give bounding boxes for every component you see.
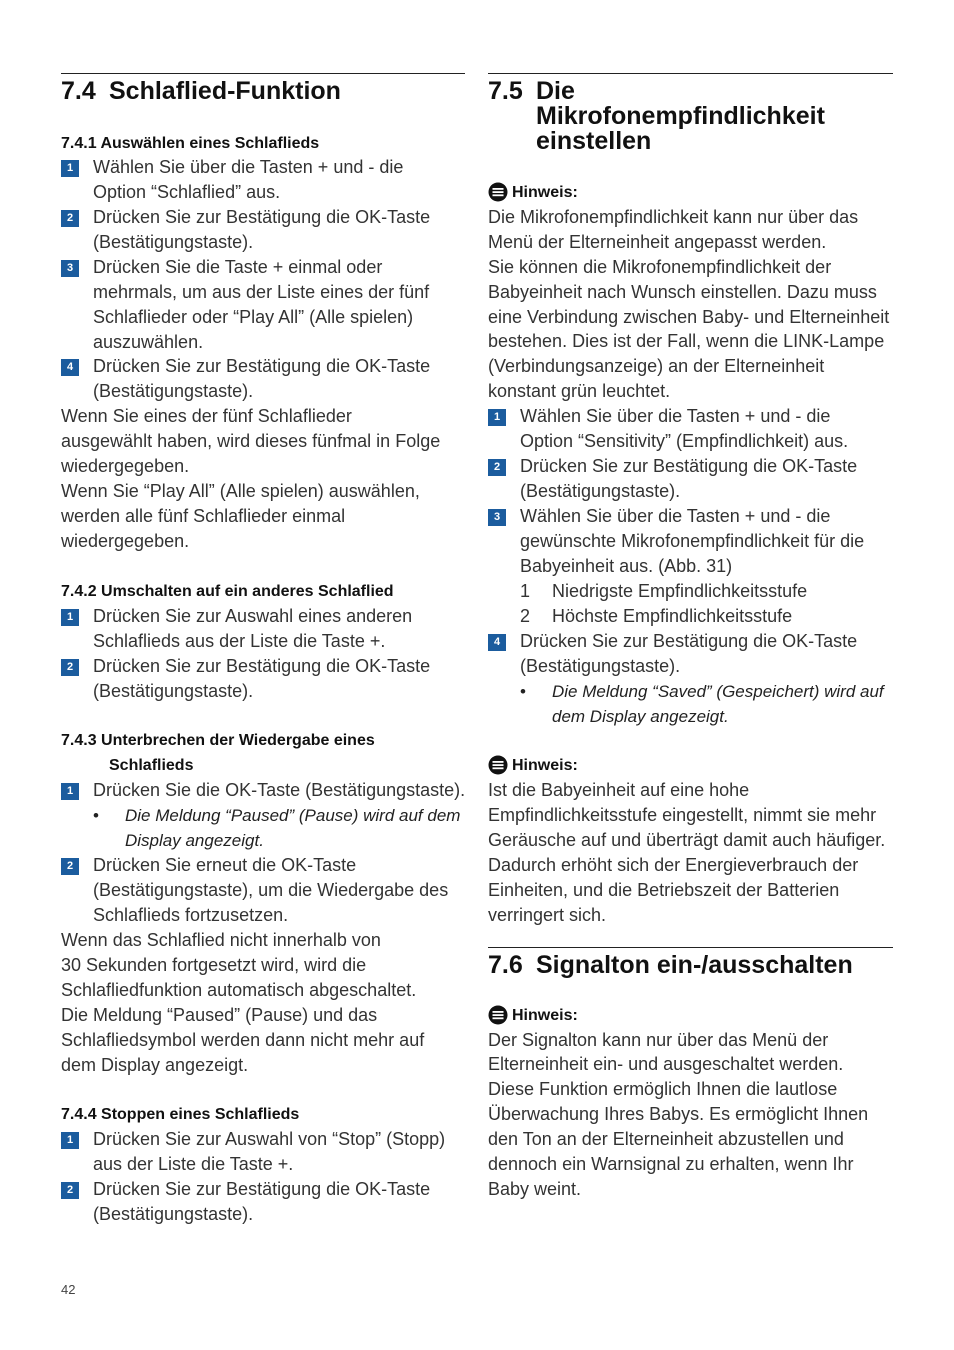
section-heading-7-5 [488,73,893,154]
step-text: Schlaflieds aus der Liste die Taste +. [93,631,386,651]
step-badge: 4 [61,359,79,376]
subsection-heading-7-4-3: 7.4.3 Unterbrechen der Wiedergabe eines [61,732,375,749]
step-text: (Bestätigungstaste), um die Wiedergabe des [93,880,449,900]
section-title: Signalton ein-/ausschalten [536,951,853,979]
level-label: Höchste Empfindlichkeitsstufe [552,606,793,626]
step-text: Drücken Sie die Taste + einmal oder [93,257,383,277]
step-badge: 2 [61,1182,79,1199]
note-text: Menü der Elterneinheit angepasst werden. [488,232,827,252]
body-text: Schlafliedsymbol werden dann nicht mehr auf [61,1030,425,1050]
bullet-mark: • [93,806,99,825]
note-text: Der Signalton kann nur über das Menü der [488,1030,829,1050]
step-text: Wählen Sie über die Tasten + und - die [93,157,404,177]
note-text: Einheiten, und die Betriebszeit der Batterien [488,880,840,900]
step-badge: 1 [61,160,79,177]
body-text: bestehen. Dies ist der Fall, wenn die LINK-Lampe [488,331,885,351]
section-heading-7-6 [488,947,893,979]
step-badge: 2 [61,858,79,875]
note-text: den Ton an der Elterneinheit abzustellen und [488,1129,844,1149]
level-number: 1 [520,581,531,601]
note-text: Baby weint. [488,1179,582,1199]
body-text: Schlafliedfunktion automatisch abgeschaltet. [61,980,417,1000]
step-text: Drücken Sie zur Bestätigung die OK-Taste [93,1179,431,1199]
note-text: verringert sich. [488,905,607,925]
section-number: 7.6 [488,951,523,979]
body-text: konstant grün leuchtet. [488,381,671,401]
body-text: dem Display angezeigt. [61,1055,249,1075]
step-badge: 2 [488,459,506,476]
step-text: aus der Liste die Taste +. [93,1154,294,1174]
step-text: mehrmals, um aus der Liste eines der fünf [93,282,430,302]
step-text: Babyeinheit aus. (Abb. 31) [520,556,733,576]
body-text: ausgewählt haben, wird dieses fünfmal in Folge [61,431,441,451]
note-text: Diese Funktion ermöglich Ihnen die lautlose [488,1079,838,1099]
section-title: Schlaflied-Funktion [109,77,341,105]
heading-continuation: Schlaflieds [109,757,194,774]
body-text: wiedergegeben. [61,456,190,476]
note-text: Die Mikrofonempfindlichkeit kann nur über das [488,207,859,227]
note-text: Elterneinheit ein- und ausgeschaltet werden. [488,1054,844,1074]
step-text: Schlaflieder oder “Play All” (Alle spielen) [93,307,414,327]
body-text: werden alle fünf Schlaflieder einmal [61,506,346,526]
level-number: 2 [520,606,531,626]
step-text: Drücken Sie zur Bestätigung die OK-Taste [93,207,431,227]
note-icon [488,755,508,775]
bullet-text: Die Meldung “Paused” (Pause) wird auf dem [125,806,461,825]
note-heading [488,180,688,205]
step-badge: 1 [488,409,506,426]
step-text: Drücken Sie erneut die OK-Taste [93,855,357,875]
step-text: (Bestätigungstaste). [520,656,681,676]
step-text: Option “Schlaflied” aus. [93,182,281,202]
level-label: Niedrigste Empfindlichkeitsstufe [552,581,808,601]
body-text: Babyeinheit nach Wunsch einstellen. Dazu muss [488,282,877,302]
subsection-heading-7-4-2: 7.4.2 Umschalten auf ein anderes Schlaflied [61,583,394,600]
body-text: Wenn Sie eines der fünf Schlaflieder [61,406,352,426]
body-text: Wenn Sie “Play All” (Alle spielen) auswählen, [61,481,420,501]
section-title-line: einstellen [536,127,652,155]
note-text: Ist die Babyeinheit auf eine hohe [488,780,750,800]
step-text: (Bestätigungstaste). [93,681,254,701]
note-text: Überwachung Ihres Babys. Es ermöglicht Ihnen [488,1104,869,1124]
body-text: Die Meldung “Paused” (Pause) und das [61,1005,378,1025]
section-title-line: Die [536,77,575,105]
step-text: (Bestätigungstaste). [93,232,254,252]
step-badge: 1 [61,783,79,800]
body-text: wiedergegeben. [61,531,190,551]
step-text: Drücken Sie die OK-Taste (Bestätigungstaste). [93,780,466,800]
step-text: (Bestätigungstaste). [93,1204,254,1224]
section-number: 7.5 [488,77,523,105]
note-heading [488,1003,688,1028]
step-text: Drücken Sie zur Auswahl von “Stop” (Stopp) [93,1129,446,1149]
step-badge: 1 [61,1132,79,1149]
step-badge: 3 [488,509,506,526]
note-text: dennoch ein Warnsignal zu erhalten, wenn Ihr [488,1154,854,1174]
body-text: Sie können die Mikrofonempfindlichkeit der [488,257,832,277]
step-text: Drücken Sie zur Bestätigung die OK-Taste [93,356,431,376]
note-label: Hinweis: [512,184,578,201]
body-text: (Verbindungsanzeige) an der Elterneinheit [488,356,825,376]
step-badge: 4 [488,634,506,651]
step-text: gewünschte Mikrofonempfindlichkeit für die [520,531,865,551]
step-text: Drücken Sie zur Auswahl eines anderen [93,606,413,626]
page-number: 42 [61,1282,76,1297]
step-text: Wählen Sie über die Tasten + und - die [520,506,831,526]
step-text: Drücken Sie zur Bestätigung die OK-Taste [93,656,431,676]
note-text: Dadurch erhöht sich der Energieverbrauch der [488,855,859,875]
step-badge: 3 [61,260,79,277]
note-icon [488,182,508,202]
step-text: Drücken Sie zur Bestätigung die OK-Taste [520,456,858,476]
note-text: Geräusche auf und überträgt damit auch häufiger. [488,830,886,850]
step-text: auszuwählen. [93,332,204,352]
step-text: Wählen Sie über die Tasten + und - die [520,406,831,426]
step-badge: 1 [61,609,79,626]
subsection-heading-7-4-1: 7.4.1 Auswählen eines Schlaflieds [61,135,320,152]
step-text: Schlaflieds fortzusetzen. [93,905,289,925]
note-text: Empfindlichkeitsstufe eingestellt, nimmt sie mehr [488,805,877,825]
subsection-heading-7-4-4: 7.4.4 Stoppen eines Schlaflieds [61,1106,300,1123]
bullet-text: dem Display angezeigt. [552,707,729,726]
step-text: Drücken Sie zur Bestätigung die OK-Taste [520,631,858,651]
bullet-text: Display angezeigt. [125,831,264,850]
body-text: eine Verbindung zwischen Baby- und Elterneinheit [488,307,890,327]
step-text: Option “Sensitivity” (Empfindlichkeit) aus. [520,431,849,451]
body-text: 30 Sekunden fortgesetzt wird, wird die [61,955,367,975]
note-label: Hinweis: [512,757,578,774]
note-label: Hinweis: [512,1007,578,1024]
section-number: 7.4 [61,77,96,105]
step-badge: 2 [61,210,79,227]
step-badge: 2 [61,659,79,676]
step-text: (Bestätigungstaste). [520,481,681,501]
body-text: Wenn das Schlaflied nicht innerhalb von [61,930,381,950]
note-icon [488,1005,508,1025]
step-text: (Bestätigungstaste). [93,381,254,401]
bullet-text: Die Meldung “Saved” (Gespeichert) wird auf [552,682,884,701]
section-heading-7-4 [61,73,465,105]
note-heading [488,753,688,778]
subsection-heading-7-4-3-cont [61,753,465,778]
bullet-mark: • [520,682,526,701]
section-title-line: Mikrofonempfindlichkeit [536,102,825,130]
